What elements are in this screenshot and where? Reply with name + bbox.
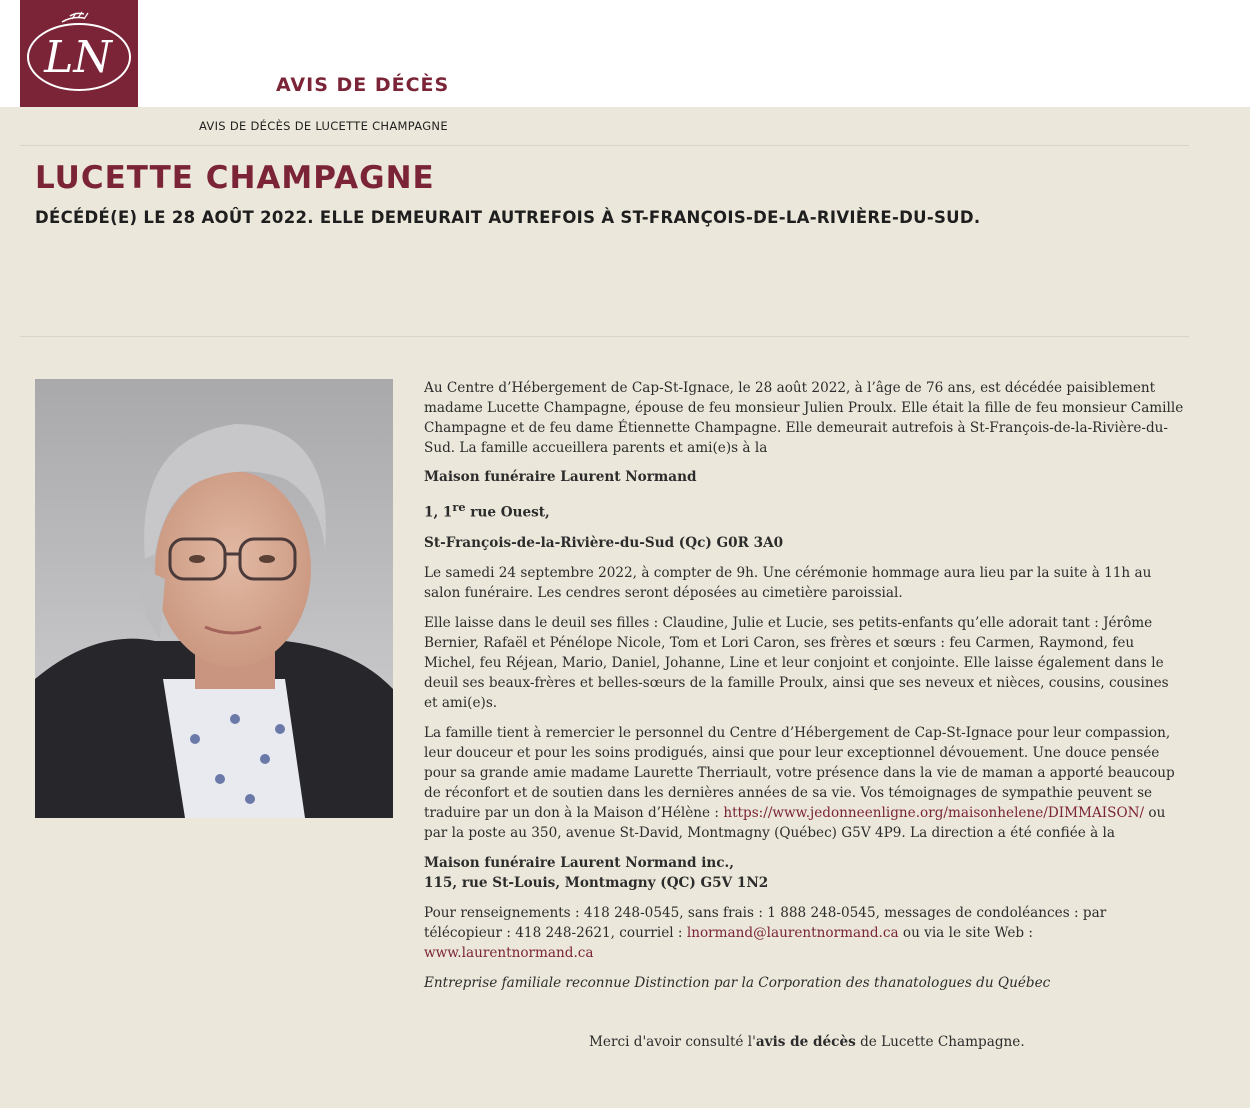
funeral-home-address [424,497,1184,523]
distinction-note: Entreprise familiale reconnue Distinction par la Corporation des thanatologues du Québec [424,974,1051,991]
thanks-after: ou par la poste au 350, avenue St-David, Montmagny (Québec) G5V 4P9. La direction a été confiée à la [424,804,1166,841]
divider [20,336,1189,337]
firm-block [424,853,1184,893]
info-text: Pour renseignements : 418 248-0545, sans frais : 1 888 248-0545, messages de condoléances : par télécopieur : 418 248-2621, courriel : [424,904,1107,941]
site-header [0,0,1250,107]
breadcrumb: AVIS DE DÉCÈS DE LUCETTE CHAMPAGNE [199,119,448,133]
website-link[interactable]: www.laurentnormand.ca [424,944,594,961]
info-mid: ou via le site Web : [898,924,1033,941]
firm-address: 115, rue St-Louis, Montmagny (QC) G5V 1N2 [424,874,769,891]
donation-link[interactable]: https://www.jedonneenligne.org/maisonhelene/DIMMAISON/ [723,804,1145,821]
footer-thanks-start: Merci d'avoir consulté l' [589,1034,756,1050]
address-street: rue Ouest, [465,504,550,521]
page-header-title: AVIS DE DÉCÈS [276,74,450,96]
ln-monogram-icon [20,0,138,107]
obituary-text [424,378,1184,1003]
footer-thanks-end: de Lucette Champagne. [855,1034,1025,1050]
portrait-photo [35,379,393,818]
deceased-name: LUCETTE CHAMPAGNE [35,160,435,196]
funeral-home-city: St-François-de-la-Rivière-du-Sud (Qc) G0R 3A0 [424,534,784,551]
footer-thanks-bold: avis de décès [755,1034,856,1050]
family-paragraph: Elle laisse dans le deuil ses filles : Claudine, Julie et Lucie, ses petits-enfants qu’elle adorait tant : Jérôme Bernier, Rafaël et Pénélope Nicole, Tom et Lori Caron, ses frères et sœurs : feu Carmen, Raymond, feu Michel, feu Réjean, Mario, Daniel, Johanne, Line et leur conjoint et conjointe. Elle laisse également dans le deuil ses beaux-frères et belles-sœurs de la famille Proulx, ainsi que ses neveux et nièces, cousins, cousines et ami(e)s. [424,614,1169,711]
address-number: 1, 1 [424,504,453,521]
obituary-intro: Au Centre d’Hébergement de Cap-St-Ignace, le 28 août 2022, à l’âge de 76 ans, est décédée paisiblement madame Lucette Champagne, épouse de feu monsieur Julien Proulx. Elle était la fille de feu monsieur Camille Champagne et de feu dame Étiennette Champagne. Elle demeurait autrefois à St-François-de-la-Rivière-du-Sud. La famille accueillera parents et ami(e)s à la [424,380,1184,456]
info-paragraph [424,903,1184,963]
firm-name: Maison funéraire Laurent Normand inc., [424,854,735,871]
svg-text:LN: LN [44,32,112,83]
logo[interactable] [20,0,138,107]
thanks-text: La famille tient à remercier le personnel du Centre d’Hébergement de Cap-St-Ignace pour leur compassion, leur douceur et pour les soins prodigués, ainsi que pour leur exceptionnel dévouement. Une douce pensée pour sa grande amie madame Laurette Therriault, votre présence dans la vie de maman a apporté beaucoup de réconfort et de soutien dans les dernières années de sa vie. Vos témoignages de sympathie peuvent se traduire par un don à la Maison d’Hélène : [424,724,1175,821]
footer-thanks [589,1032,1025,1052]
divider [20,145,1189,146]
email-link[interactable]: lnormand@laurentnormand.ca [686,924,899,941]
funeral-home-name: Maison funéraire Laurent Normand [424,469,697,485]
visitation-paragraph: Le samedi 24 septembre 2022, à compter de 9h. Une cérémonie hommage aura lieu par la suite à 11h au salon funéraire. Les cendres seront déposées au cimetière paroissial. [424,564,1152,601]
death-date-subtitle: DÉCÉDÉ(E) LE 28 AOÛT 2022. ELLE DEMEURAIT AUTREFOIS À ST-FRANÇOIS-DE-LA-RIVIÈRE-DU-SUD. [35,208,981,227]
thanks-paragraph [424,723,1184,843]
address-superscript: re [452,500,466,514]
